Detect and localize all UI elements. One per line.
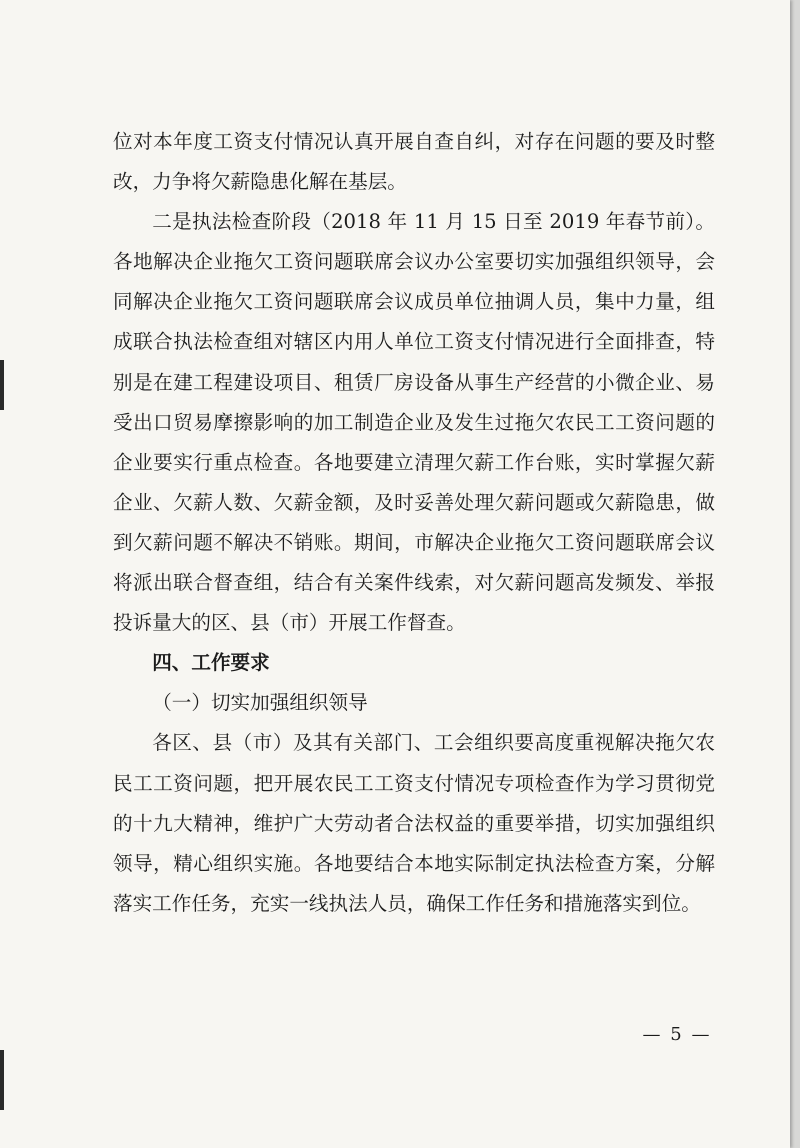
subsection-heading: （一）切实加强组织领导 (152, 691, 368, 715)
section-heading: 四、工作要求 (152, 651, 270, 675)
paragraph-continuation: 位对本年度工资支付情况认真开展自查自纠，对存在问题的要及时整改，力争将欠薪隐患化解在基层。 (113, 130, 715, 194)
scan-edge-mark (0, 1050, 4, 1110)
page-number: — 5 — (642, 1024, 712, 1045)
paragraph-requirements: 各区、县（市）及其有关部门、工会组织要高度重视解决拖欠农民工工资问题，把开展农民工工资支付情况专项检查作为学习贯彻党的十九大精神，维护广大劳动者合法权益的重要举措，切实加强组织领导，精心组织实施。各地要结合本地实际制定执法检查方案，分解落实工作任务，充实一线执法人员，确保工作任务和措施落实到位。 (113, 731, 715, 915)
paragraph-stage-two: 二是执法检查阶段（2018 年 11 月 15 日至 2019 年春节前）。各地解决企业拖欠工资问题联席会议办公室要切实加强组织领导，会同解决企业拖欠工资问题联席会议成员单位抽调人员，集中力量，组成联合执法检查组对辖区内用人单位工资支付情况进行全面排查，特别是在建工程建设项目、租赁厂房设备从事生产经营的小微企业、易受出口贸易摩擦影响的加工制造企业及发生过拖欠农民工工资问题的企业要实行重点检查。各地要建立清理欠薪工作台账，实时掌握欠薪企业、欠薪人数、欠薪金额，及时妥善处理欠薪问题或欠薪隐患，做到欠薪问题不解决不销账。期间，市解决企业拖欠工资问题联席会议将派出联合督查组，结合有关案件线索，对欠薪问题高发频发、举报投诉量大的区、县（市）开展工作督查。 (113, 210, 715, 635)
document-body (113, 122, 715, 924)
scan-edge-mark (0, 360, 4, 410)
